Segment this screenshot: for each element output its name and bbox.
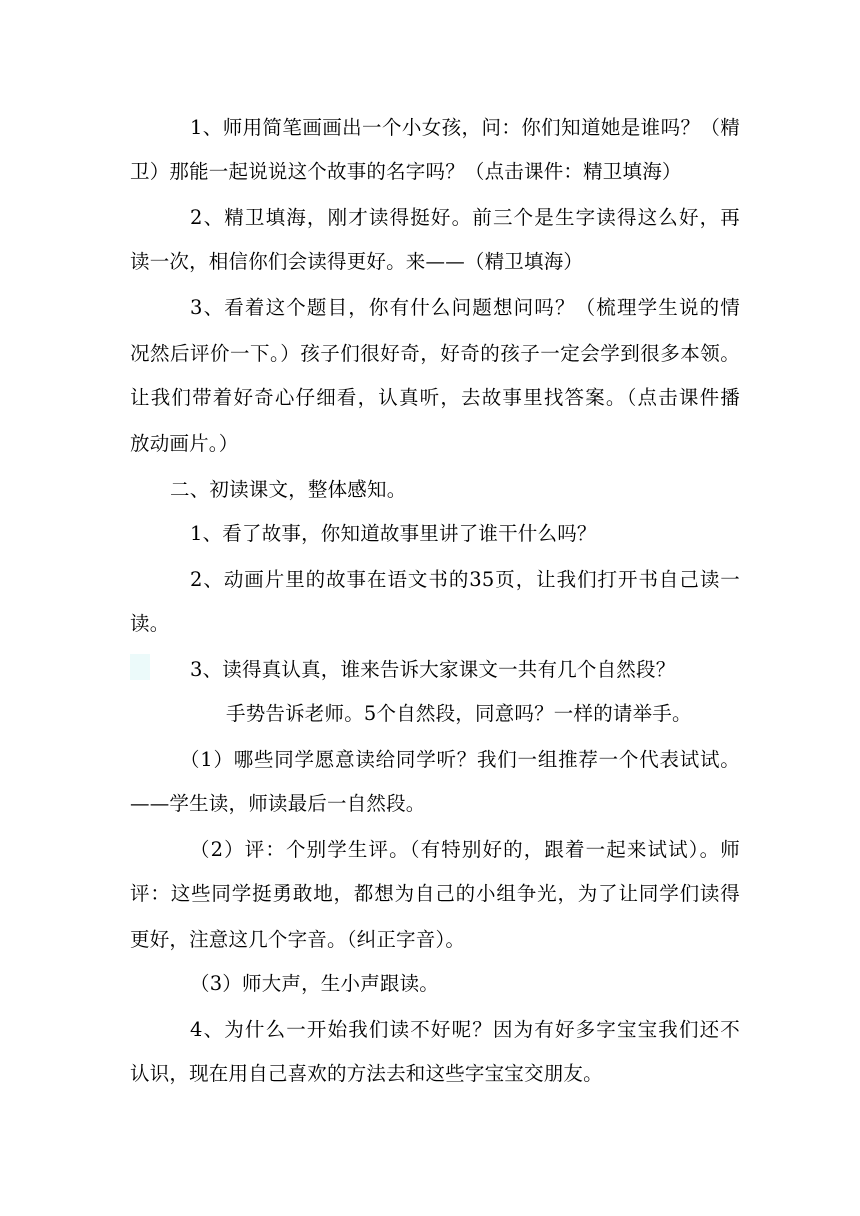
paragraph-2-line-2: 读一次，相信你们会读得更好。来——（精卫填海） (130, 250, 584, 273)
paragraph-7: 手势告诉老师。5个自然段，同意吗？一样的请举手。 (226, 702, 692, 725)
paragraph-8-line-1: （1）哪些同学愿意读给同学听？我们一组推荐一个代表试试。 (180, 748, 740, 771)
paragraph-4: 1、看了故事，你知道故事里讲了谁干什么吗？ (190, 522, 597, 545)
paragraph-3-line-1: 3、看着这个题目，你有什么问题想问吗？（梳理学生说的情 (190, 296, 740, 319)
paragraph-1-line-2: 卫）那能一起说说这个故事的名字吗？（点击课件：精卫填海） (130, 160, 682, 183)
paragraph-5-line-1: 2、动画片里的故事在语文书的35页，让我们打开书自己读一 (190, 568, 740, 591)
paragraph-2-line-1: 2、精卫填海，刚才读得挺好。前三个是生字读得这么好，再 (190, 206, 740, 229)
highlight-marker (130, 654, 150, 680)
paragraph-10: （3）师大声，生小声跟读。 (190, 972, 440, 995)
paragraph-3-line-4: 放动画片。） (130, 432, 239, 455)
paragraph-1-line-1: 1、师用简笔画画出一个小女孩，问：你们知道她是谁吗？（精 (190, 116, 740, 139)
paragraph-5-line-2: 读。 (130, 612, 170, 635)
paragraph-9-line-2: 评：这些同学挺勇敢地，都想为自己的小组争光，为了让同学们读得 (130, 882, 740, 905)
paragraph-9-line-1: （2）评：个别学生评。（有特别好的，跟着一起来试试）。师 (190, 838, 740, 861)
paragraph-9-line-3: 更好，注意这几个字音。（纠正字音）。 (130, 928, 466, 951)
section-heading: 二、初读课文，整体感知。 (170, 478, 407, 501)
paragraph-6: 3、读得真认真，谁来告诉大家课文一共有几个自然段？ (190, 658, 676, 681)
paragraph-3-line-3: 让我们带着好奇心仔细看，认真听，去故事里找答案。（点击课件播 (130, 386, 740, 409)
paragraph-8-line-2: ——学生读，师读最后一自然段。 (130, 792, 426, 815)
paragraph-11-line-2: 认识，现在用自己喜欢的方法去和这些字宝宝交朋友。 (130, 1062, 603, 1085)
paragraph-11-line-1: 4、为什么一开始我们读不好呢？因为有好多字宝宝我们还不 (190, 1018, 740, 1041)
paragraph-3-line-2: 况然后评价一下。）孩子们很好奇，好奇的孩子一定会学到很多本领。 (130, 342, 740, 365)
